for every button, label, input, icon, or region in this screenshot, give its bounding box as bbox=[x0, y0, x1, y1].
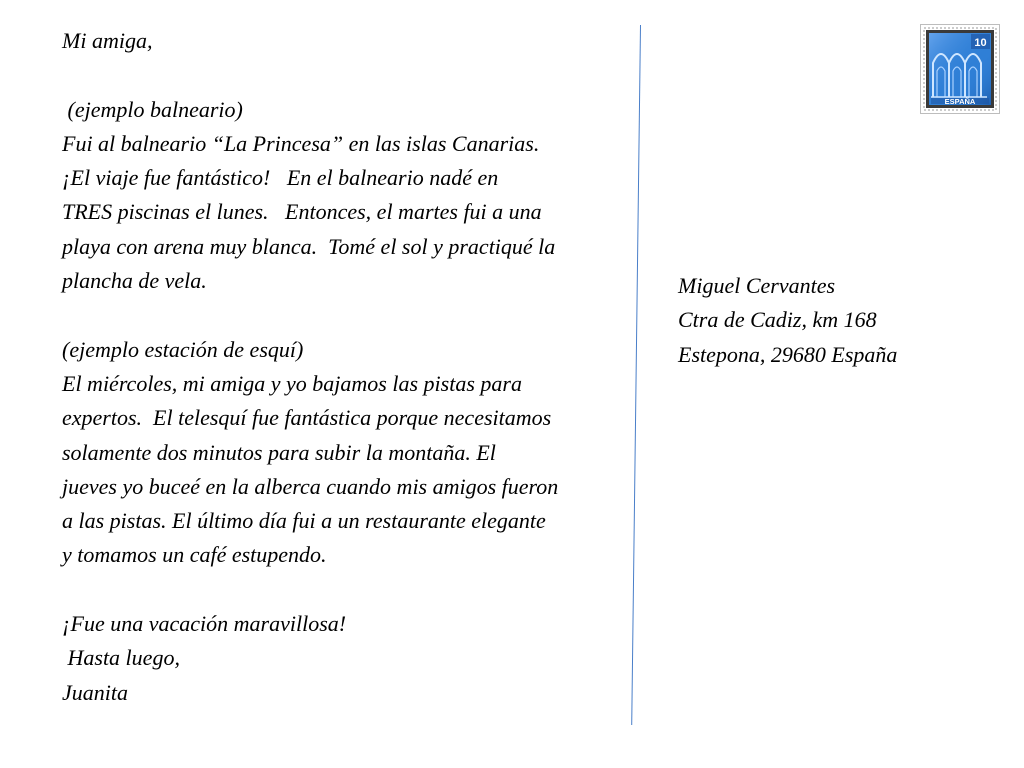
stamp-value: 10 bbox=[974, 37, 987, 49]
paragraph-line: jueves yo buceé en la alberca cuando mis amigos fueron bbox=[62, 473, 559, 499]
paragraph-line: y tomamos un café estupendo. bbox=[62, 542, 327, 568]
paragraph-line: Fui al balneario “La Princesa” en las islas Canarias. bbox=[62, 130, 540, 156]
recipient-name: Miguel Cervantes bbox=[678, 273, 836, 298]
paragraph-line: TRES piscinas el lunes. Entonces, el martes fui a una bbox=[62, 199, 542, 225]
postage-stamp bbox=[921, 25, 999, 113]
stamp-country: ESPAÑA bbox=[944, 97, 976, 106]
paragraph-line: ¡El viaje fue fantástico! En el balneario nadé en bbox=[62, 165, 499, 191]
greeting: Mi amiga, bbox=[62, 28, 153, 53]
example-label-ski: (ejemplo estación de esquí) bbox=[62, 336, 304, 362]
farewell: Hasta luego, bbox=[62, 645, 180, 671]
recipient-street: Ctra de Cadiz, km 168 bbox=[678, 307, 877, 333]
paragraph-line: plancha de vela. bbox=[62, 268, 207, 294]
recipient-address bbox=[678, 269, 1008, 372]
paragraph-line: playa con arena muy blanca. Tomé el sol y practiqué la bbox=[62, 233, 556, 259]
paragraph-line: El miércoles, mi amiga y yo bajamos las pistas para bbox=[62, 370, 522, 396]
blank-line bbox=[62, 298, 642, 332]
paragraph-line: expertos. El telesquí fue fantástica porque necesitamos bbox=[62, 405, 552, 431]
blank-line bbox=[62, 573, 642, 607]
example-label-spa: (ejemplo balneario) bbox=[62, 96, 243, 122]
blank-line bbox=[62, 58, 642, 92]
paragraph-line: solamente dos minutos para subir la montaña. El bbox=[62, 439, 496, 465]
signature: Juanita bbox=[62, 679, 128, 705]
closing: ¡Fue una vacación maravillosa! bbox=[62, 611, 347, 637]
postcard-message bbox=[62, 24, 642, 710]
paragraph-line: a las pistas. El último día fui a un restaurante elegante bbox=[62, 508, 546, 534]
stamp-image bbox=[921, 25, 999, 113]
recipient-city: Estepona, 29680 España bbox=[678, 341, 898, 367]
